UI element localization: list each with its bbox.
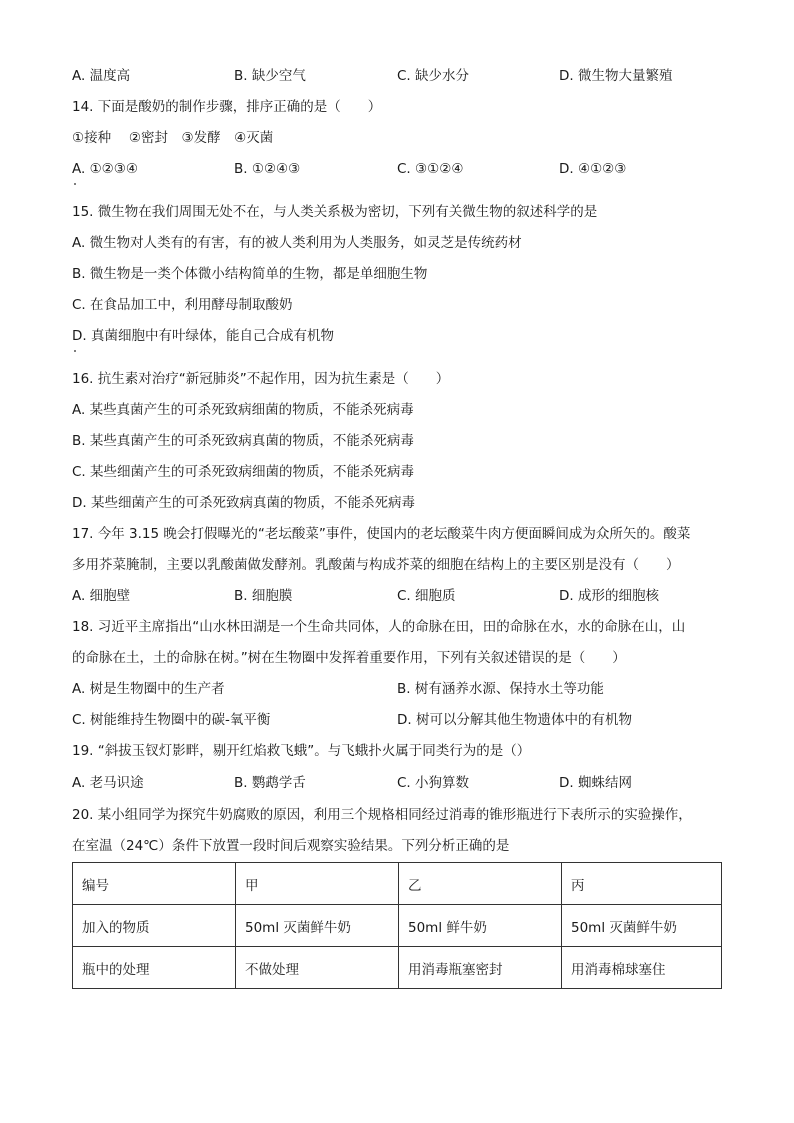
q18-option-a[interactable]: A. 树是生物圈中的生产者 — [72, 681, 225, 697]
q16-option-a[interactable]: A. 某些真菌产生的可杀死致病细菌的物质，不能杀死病毒 — [72, 402, 414, 418]
table-cell: 50ml 鲜牛奶 — [399, 905, 562, 947]
q17-stem-line1: 17. 今年 3.15 晚会打假曝光的“老坛酸菜”事件，使国内的老坛酸菜牛肉方便面瞬间成为众所矢的。酸菜 — [72, 526, 691, 542]
q14-option-d[interactable]: D. ④①②③ — [559, 161, 627, 177]
q17-option-a[interactable]: A. 细胞壁 — [72, 588, 131, 604]
q18-option-d[interactable]: D. 树可以分解其他生物遗体中的有机物 — [397, 712, 632, 728]
q14-options — [72, 160, 722, 178]
q13-options — [72, 67, 722, 85]
table-row — [73, 905, 722, 947]
q16-option-d[interactable]: D. 某些细菌产生的可杀死致病真菌的物质，不能杀死病毒 — [72, 495, 415, 511]
q18-option-c[interactable]: C. 树能维持生物圈中的碳-氧平衡 — [72, 712, 271, 728]
q19-option-d[interactable]: D. 蜘蛛结网 — [559, 775, 632, 791]
q17-stem-line2: 多用芥菜腌制，主要以乳酸菌做发酵剂。乳酸菌与构成芥菜的细胞在结构上的主要区别是没有（ ） — [72, 557, 680, 573]
q15-option-c[interactable]: C. 在食品加工中，利用酵母制取酸奶 — [72, 297, 293, 313]
q20-stem-line2: 在室温（24℃）条件下放置一段时间后观察实验结果。下列分析正确的是 — [72, 838, 510, 854]
q13-option-b[interactable]: B. 缺少空气 — [234, 68, 306, 84]
scan-speck — [74, 183, 76, 185]
q19-option-c[interactable]: C. 小狗算数 — [397, 775, 470, 791]
table-cell: 甲 — [236, 863, 399, 905]
table-cell: 编号 — [73, 863, 236, 905]
q16-option-c[interactable]: C. 某些细菌产生的可杀死致病细菌的物质，不能杀死病毒 — [72, 464, 415, 480]
q19-option-b[interactable]: B. 鹦鹉学舌 — [234, 775, 306, 791]
q16-stem: 16. 抗生素对治疗“新冠肺炎”不起作用，因为抗生素是（ ） — [72, 371, 450, 387]
q16-option-b[interactable]: B. 某些真菌产生的可杀死致病真菌的物质，不能杀死病毒 — [72, 433, 414, 449]
table-row — [73, 947, 722, 989]
q20-stem-line1: 20. 某小组同学为探究牛奶腐败的原因，利用三个规格相同经过消毒的锥形瓶进行下表所示的实验操作， — [72, 807, 692, 823]
q17-option-d[interactable]: D. 成形的细胞核 — [559, 588, 659, 604]
q13-option-c[interactable]: C. 缺少水分 — [397, 68, 470, 84]
table-cell: 丙 — [562, 863, 722, 905]
q17-option-c[interactable]: C. 细胞质 — [397, 588, 456, 604]
q14-steps: ①接种 ②密封 ③发酵 ④灭菌 — [72, 130, 274, 146]
q17-option-b[interactable]: B. 细胞膜 — [234, 588, 293, 604]
table-cell: 用消毒瓶塞密封 — [399, 947, 562, 989]
q18-options-row1 — [72, 680, 722, 698]
q15-option-d[interactable]: D. 真菌细胞中有叶绿体，能自己合成有机物 — [72, 328, 334, 344]
table-cell: 乙 — [399, 863, 562, 905]
q15-option-a[interactable]: A. 微生物对人类有的有害，有的被人类利用为人类服务，如灵芝是传统药材 — [72, 235, 522, 251]
q13-option-d[interactable]: D. 微生物大量繁殖 — [559, 68, 673, 84]
scan-speck — [74, 350, 76, 352]
q14-option-c[interactable]: C. ③①②④ — [397, 161, 464, 177]
table-cell: 用消毒棉球塞住 — [562, 947, 722, 989]
table-row — [73, 863, 722, 905]
q17-options — [72, 587, 722, 605]
q15-stem: 15. 微生物在我们周围无处不在，与人类关系极为密切，下列有关微生物的叙述科学的是 — [72, 204, 598, 220]
q19-option-a[interactable]: A. 老马识途 — [72, 775, 144, 791]
q15-option-b[interactable]: B. 微生物是一类个体微小结构简单的生物，都是单细胞生物 — [72, 266, 428, 282]
q18-stem-line2: 的命脉在土，土的命脉在树。”树在生物圈中发挥着重要作用，下列有关叙述错误的是（ ） — [72, 650, 626, 666]
q18-option-b[interactable]: B. 树有涵养水源、保持水土等功能 — [397, 681, 604, 697]
q19-stem: 19. “斜拔玉钗灯影畔，剔开红焰救飞蛾”。与飞蛾扑火属于同类行为的是（） — [72, 743, 531, 759]
q18-options-row2 — [72, 711, 722, 729]
experiment-table — [72, 862, 722, 989]
q18-stem-line1: 18. 习近平主席指出“山水林田湖是一个生命共同体，人的命脉在田，田的命脉在水，水的命脉在山，山 — [72, 619, 686, 635]
q14-stem: 14. 下面是酸奶的制作步骤，排序正确的是（ ） — [72, 99, 382, 115]
q14-option-a[interactable]: A. ①②③④ — [72, 161, 138, 177]
table-cell: 不做处理 — [236, 947, 399, 989]
q19-options — [72, 774, 722, 792]
table-cell: 50ml 灭菌鲜牛奶 — [562, 905, 722, 947]
table-cell: 加入的物质 — [73, 905, 236, 947]
table-cell: 瓶中的处理 — [73, 947, 236, 989]
table-cell: 50ml 灭菌鲜牛奶 — [236, 905, 399, 947]
q14-option-b[interactable]: B. ①②④③ — [234, 161, 301, 177]
q13-option-a[interactable]: A. 温度高 — [72, 68, 131, 84]
